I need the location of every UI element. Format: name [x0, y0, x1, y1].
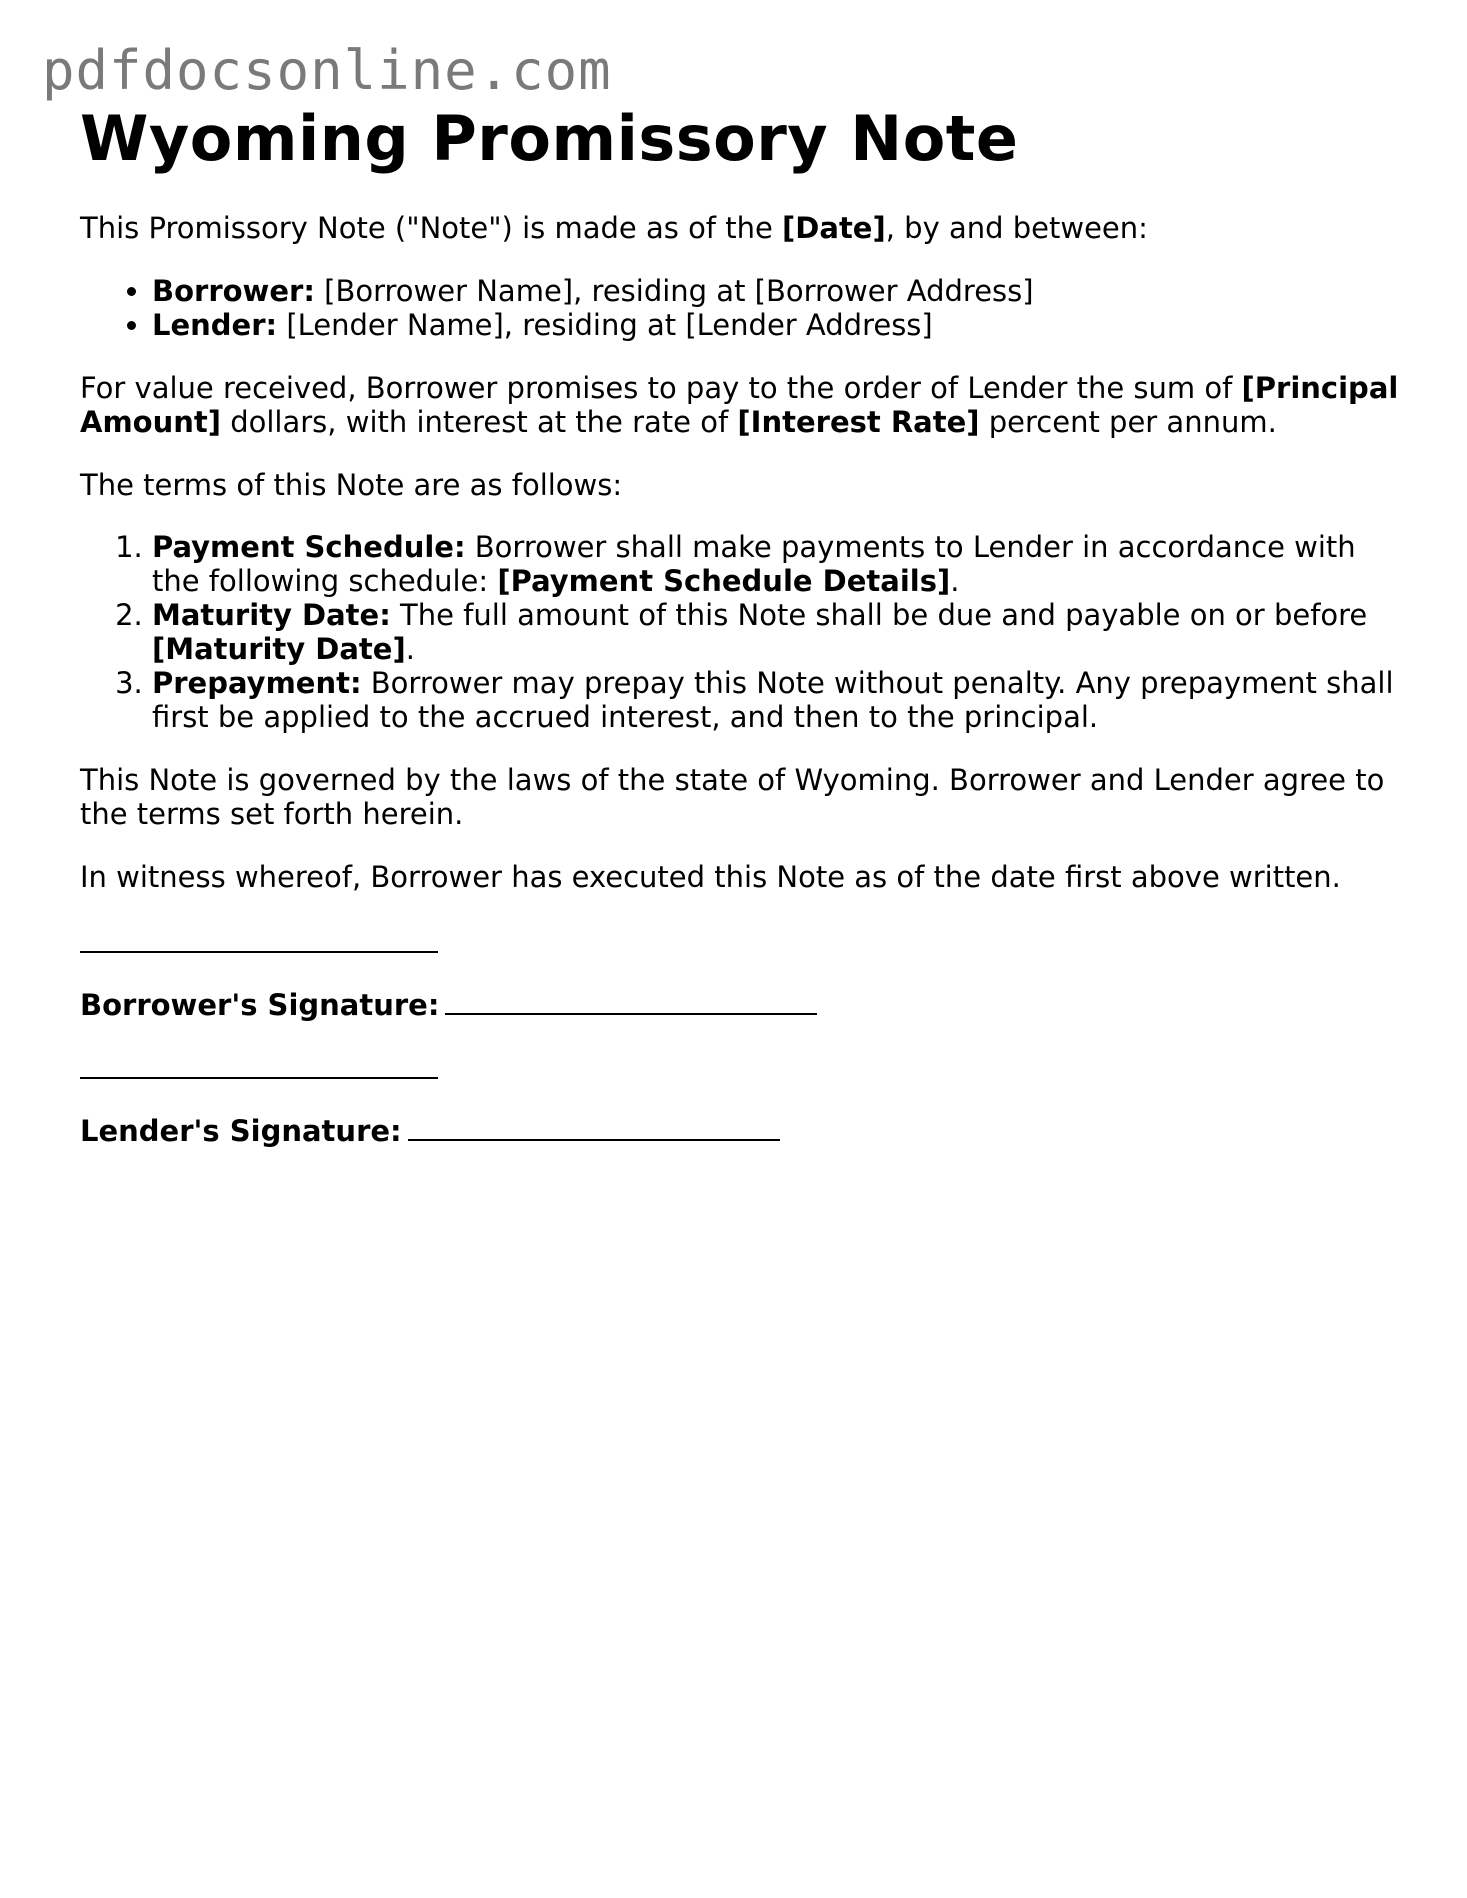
value-text: dollars, with interest at the rate of	[221, 405, 738, 439]
borrower-signature-row	[80, 988, 1400, 1022]
term-text: Borrower shall make payments to Lender in accordance with the following schedule:	[152, 530, 1356, 598]
party-lender	[152, 308, 1400, 342]
term-end: .	[405, 632, 415, 666]
lender-signature-label: Lender's Signature:	[80, 1114, 402, 1148]
borrower-signature-line[interactable]	[80, 949, 438, 953]
term-placeholder: [Maturity Date]	[152, 632, 406, 666]
intro-paragraph	[80, 211, 1400, 245]
term-item	[152, 666, 1400, 734]
term-placeholder: [Payment Schedule Details]	[497, 564, 951, 598]
borrower-signature-field[interactable]	[445, 989, 817, 1015]
term-label: Maturity Date:	[152, 598, 391, 632]
term-end: .	[950, 564, 960, 598]
parties-list	[80, 274, 1400, 342]
value-paragraph	[80, 371, 1400, 439]
watermark: pdfdocsonline.com	[42, 39, 612, 102]
value-text: percent per annum.	[979, 405, 1277, 439]
interest-rate-placeholder: [Interest Rate]	[737, 405, 980, 439]
borrower-signature-block	[80, 938, 1400, 1022]
lender-signature-line[interactable]	[80, 1075, 438, 1079]
party-text: [Lender Name], residing at [Lender Address]	[277, 308, 933, 342]
term-label: Prepayment:	[152, 666, 362, 700]
intro-text: This Promissory Note ("Note") is made as of the	[80, 211, 783, 245]
party-text: [Borrower Name], residing at [Borrower Address]	[314, 274, 1034, 308]
document	[80, 100, 1400, 1148]
principal-placeholder: [Principal Amount]	[80, 371, 1399, 439]
party-label: Lender:	[152, 308, 278, 342]
witness-paragraph: In witness whereof, Borrower has executed this Note as of the date first above written.	[80, 860, 1341, 894]
governing-law-paragraph: This Note is governed by the laws of the state of Wyoming. Borrower and Lender agree to the terms set forth herein.	[80, 763, 1385, 831]
value-text: For value received, Borrower promises to pay to the order of Lender the sum of	[80, 371, 1242, 405]
party-borrower	[152, 274, 1400, 308]
borrower-signature-label: Borrower's Signature:	[80, 988, 440, 1022]
date-placeholder: [Date]	[782, 211, 886, 245]
lender-signature-row	[80, 1114, 1400, 1148]
term-item	[152, 598, 1400, 666]
terms-list	[80, 530, 1400, 734]
terms-intro: The terms of this Note are as follows:	[80, 468, 623, 502]
term-item	[152, 530, 1400, 598]
term-label: Payment Schedule:	[152, 530, 466, 564]
term-text: The full amount of this Note shall be due and payable on or before	[390, 598, 1368, 632]
lender-signature-block	[80, 1064, 1400, 1148]
term-text: Borrower may prepay this Note without penalty. Any prepayment shall first be applied to the accrued interest, and then to the principal.	[152, 666, 1394, 734]
page-title: Wyoming Promissory Note	[80, 102, 1019, 175]
party-label: Borrower:	[152, 274, 315, 308]
lender-signature-field[interactable]	[408, 1115, 780, 1141]
intro-text-end: , by and between:	[885, 211, 1148, 245]
